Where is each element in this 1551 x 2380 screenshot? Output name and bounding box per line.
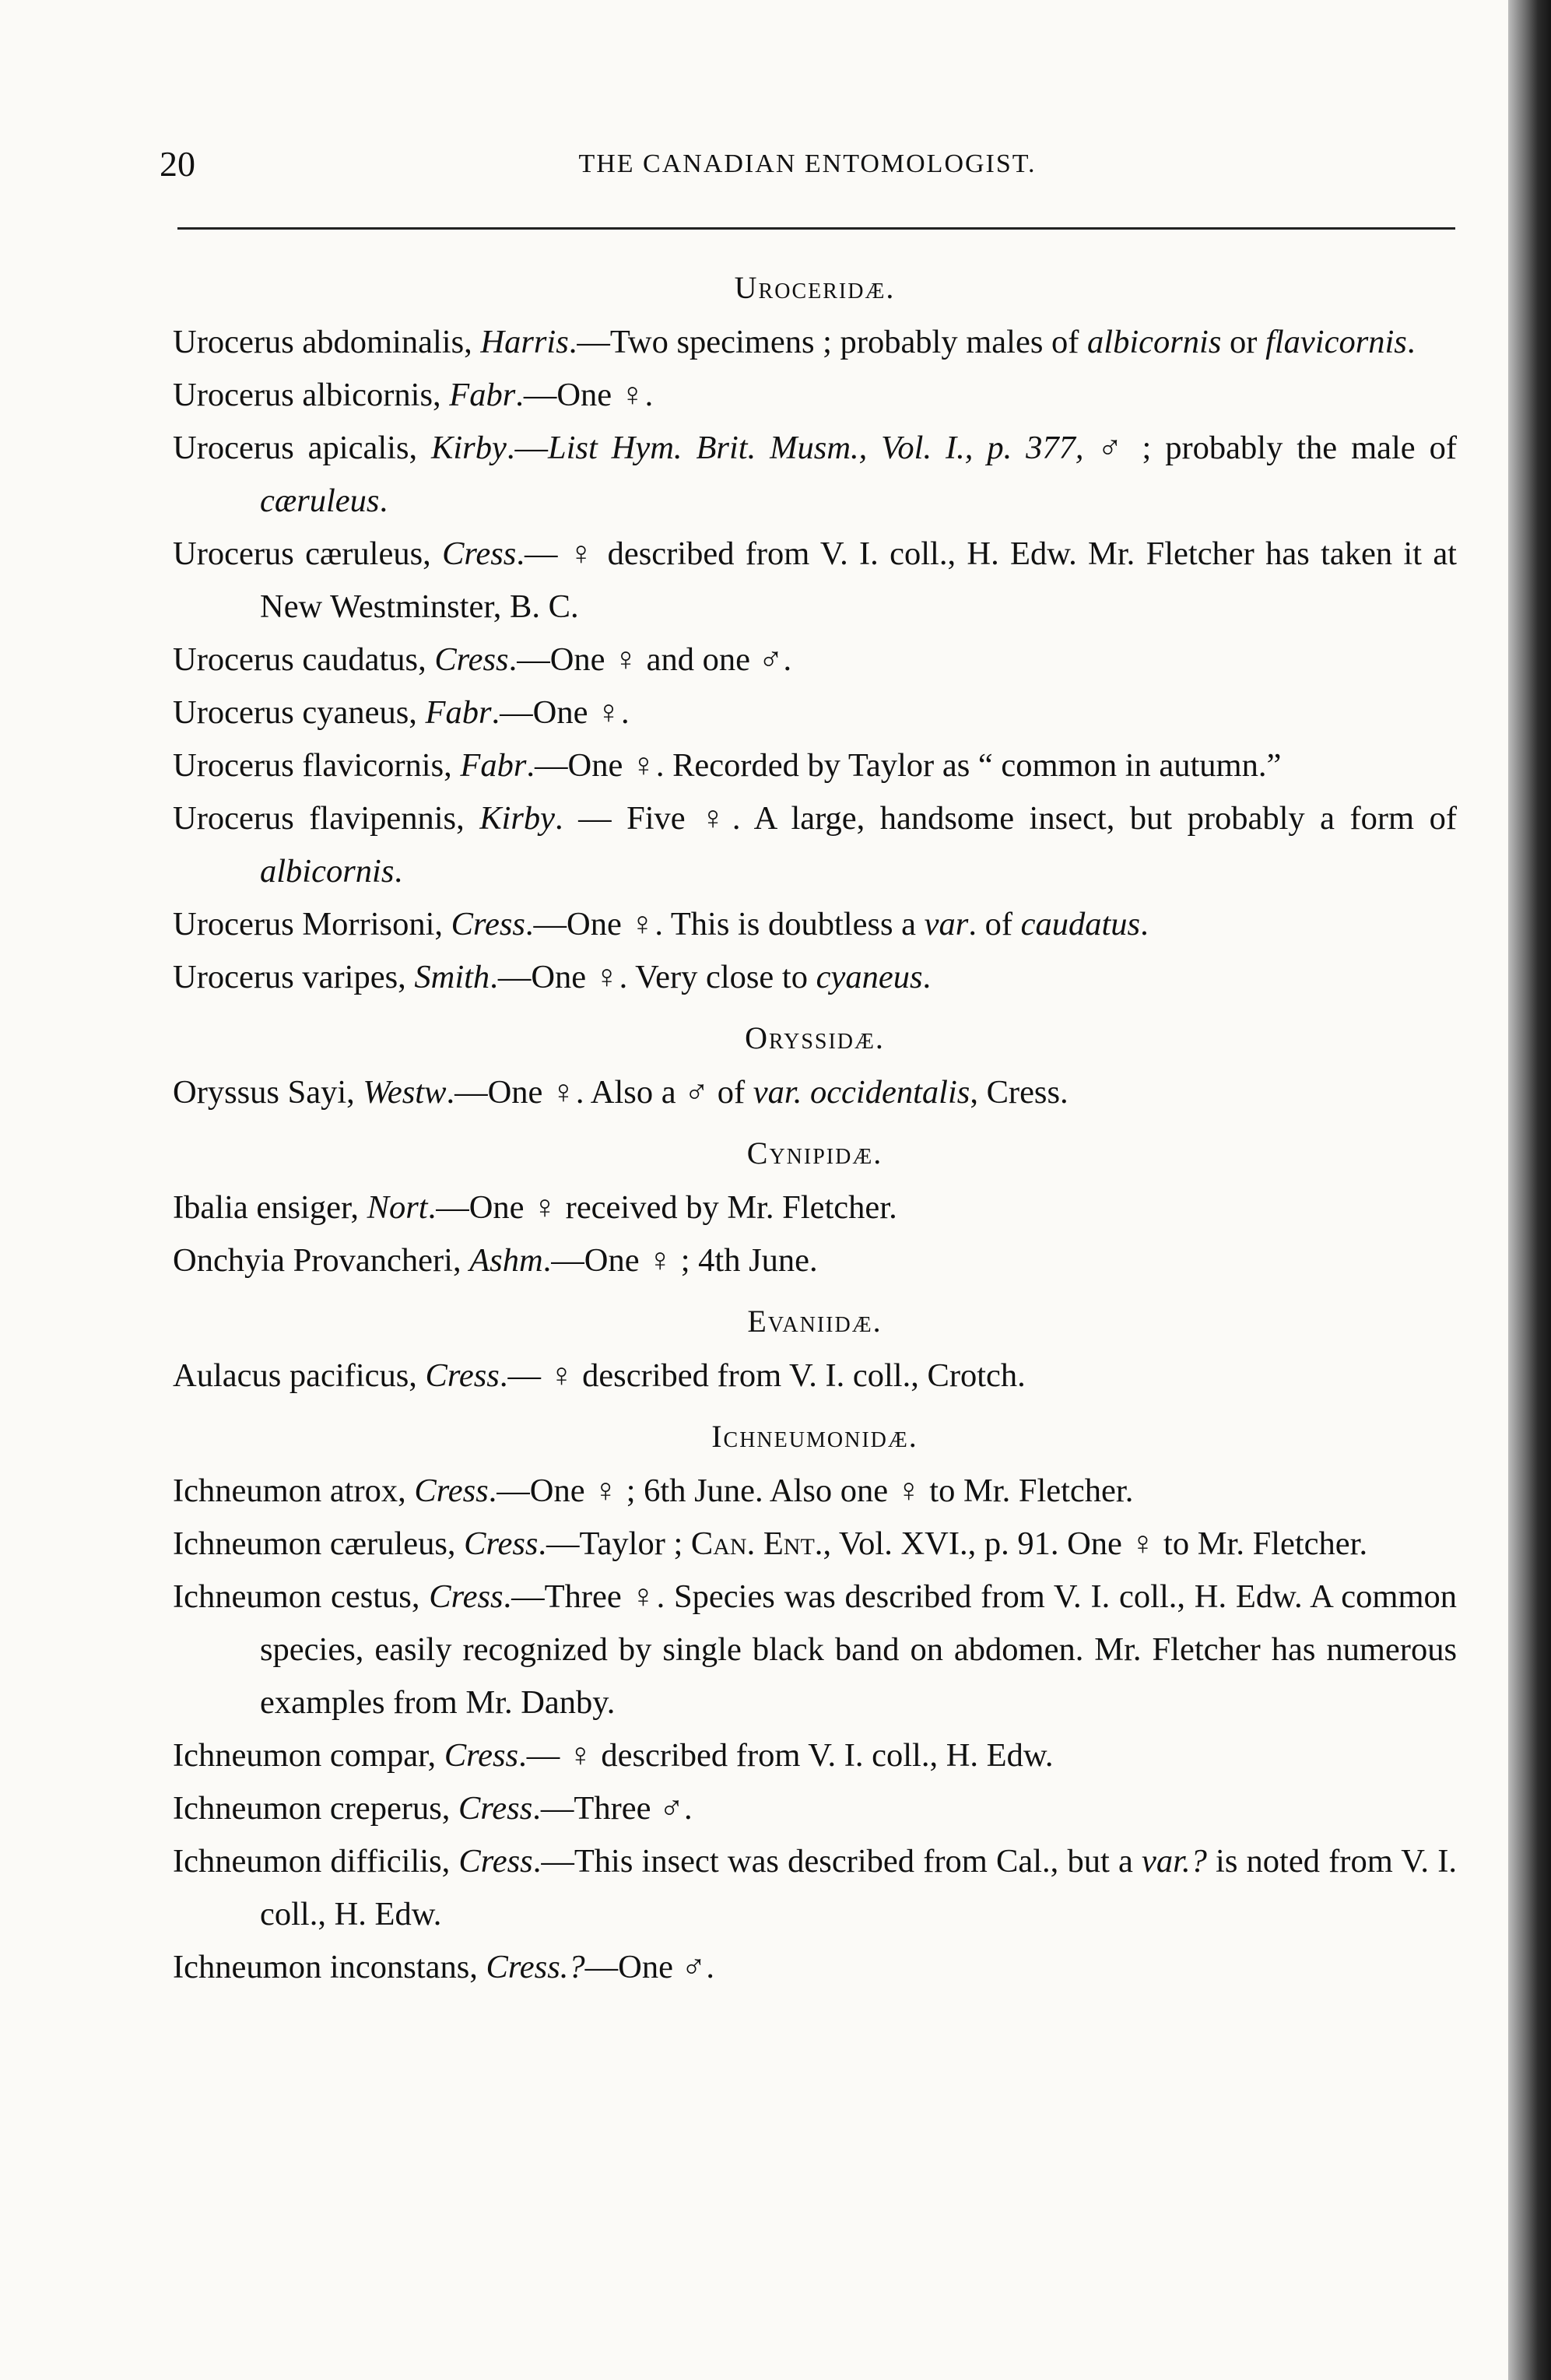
entry-text: —One ♂. (584, 1949, 715, 1985)
entry-text: Ichneumon atrox, (173, 1473, 415, 1509)
species-entry (173, 1181, 1457, 1234)
species-entry (173, 1835, 1457, 1941)
italic-text: Harris (480, 324, 569, 360)
species-entry (173, 528, 1457, 634)
italic-text: Fabr (449, 377, 516, 413)
family-heading: Ichneumonidæ. (711, 1419, 918, 1454)
entry-text: , Cress. (970, 1074, 1069, 1111)
running-title: THE CANADIAN ENTOMOLOGIST. (578, 149, 1037, 178)
entry-text: . (394, 853, 402, 890)
entry-text: is noted from V. I. coll., H. Edw. (260, 1843, 1457, 1932)
entry-text: Ibalia ensiger, (173, 1189, 367, 1226)
entry-text: Urocerus abdominalis, (173, 324, 481, 360)
entry-text: .—Two specimens ; probably males of (568, 324, 1088, 360)
species-entry (173, 792, 1457, 898)
entry-text: .— ♀ described from V. I. coll., Crotch. (499, 1357, 1026, 1394)
family-heading: Cynipidæ. (746, 1136, 883, 1171)
italic-text: caudatus (1020, 906, 1141, 943)
italic-text: Cress (425, 1357, 500, 1394)
italic-text: cyaneus (816, 959, 923, 995)
entry-text: .—One ♀. Very close to (490, 959, 816, 995)
species-entry (173, 369, 1457, 422)
entry-text: Urocerus flavipennis, (173, 800, 480, 837)
scan-shadow (1508, 0, 1551, 2380)
species-entry (173, 1066, 1457, 1119)
entry-text: .—One ♀ ; 6th June. Also one ♀ to Mr. Fletcher. (488, 1473, 1134, 1509)
entry-text: .—One ♀. (515, 377, 654, 413)
species-entry (173, 1234, 1457, 1287)
entry-text: .—One ♀. This is doubtless a (525, 906, 925, 943)
entry-text: Urocerus caudatus, (173, 641, 435, 678)
italic-text: albicornis (1087, 324, 1222, 360)
italic-text: Ashm (469, 1242, 543, 1279)
species-entry (173, 316, 1457, 369)
header-rule (177, 227, 1455, 230)
document-body (173, 254, 1457, 1994)
entry-text: . (379, 483, 388, 519)
entry-text: .—Three ♂. (532, 1790, 693, 1827)
family-heading: Evaniidæ. (747, 1304, 883, 1339)
italic-text: Fabr (425, 694, 492, 731)
entry-text: .—One ♀. Recorded by Taylor as “ common in autumn.” (526, 747, 1282, 784)
italic-text: Westw (363, 1074, 447, 1111)
entry-text: . (1140, 906, 1149, 943)
italic-text: Nort (367, 1189, 428, 1226)
page-header (160, 143, 1455, 190)
entry-text: .—Taylor ; (538, 1525, 691, 1562)
species-entry (173, 634, 1457, 686)
italic-text: Fabr (460, 747, 527, 784)
italic-text: Cress (444, 1737, 519, 1774)
entry-text: Ichneumon inconstans, (173, 1949, 486, 1985)
entry-text: .—One ♀ received by Mr. Fletcher. (427, 1189, 897, 1226)
italic-text: Smith (414, 959, 490, 995)
entry-text: ♂ ; probably the male of (1083, 430, 1457, 466)
italic-text: Cress (434, 641, 509, 678)
species-entry (173, 1571, 1457, 1729)
entry-text: Urocerus albicornis, (173, 377, 450, 413)
italic-text: Cress.? (486, 1949, 585, 1985)
entry-text: Ichneumon cestus, (173, 1578, 430, 1615)
entry-text: Can. Ent. (690, 1525, 823, 1562)
entry-text: Urocerus varipes, (173, 959, 415, 995)
entry-text: Ichneumon compar, (173, 1737, 444, 1774)
entry-text: . (922, 959, 932, 995)
entry-text: .—One ♀ and one ♂. (508, 641, 792, 678)
entry-text: .—One ♀. Also a ♂ of (446, 1074, 753, 1111)
entry-text: or (1221, 324, 1266, 360)
species-entry (173, 1465, 1457, 1518)
entry-text: Ichneumon creperus, (173, 1790, 458, 1827)
species-entry (173, 686, 1457, 739)
entry-text: .—One ♀. (491, 694, 630, 731)
species-entry (173, 1518, 1457, 1571)
species-entry (173, 1729, 1457, 1782)
family-heading: Oryssidæ. (745, 1020, 885, 1055)
italic-text: Cress (458, 1790, 533, 1827)
italic-text: cæruleus (260, 483, 380, 519)
species-entry (173, 422, 1457, 528)
italic-text: var.? (1142, 1843, 1207, 1880)
species-entry (173, 739, 1457, 792)
entry-text: , Vol. XVI., p. 91. One ♀ to Mr. Fletcher. (823, 1525, 1368, 1562)
species-entry (173, 1941, 1457, 1994)
entry-text: Ichneumon difficilis, (173, 1843, 459, 1880)
entry-text: Onchyia Provancheri, (173, 1242, 470, 1279)
entry-text: . — Five ♀. A large, handsome insect, but probably a form of (555, 800, 1457, 837)
entry-text: Ichneumon cæruleus, (173, 1525, 465, 1562)
italic-text: Cress (464, 1525, 539, 1562)
entry-text: .— ♀ described from V. I. coll., H. Edw. (518, 1737, 1054, 1774)
entry-text: .— (506, 430, 548, 466)
italic-text: Cress (429, 1578, 504, 1615)
entry-text: Aulacus pacificus, (173, 1357, 426, 1394)
entry-text: Oryssus Sayi, (173, 1074, 363, 1111)
family-heading: Uroceridæ. (734, 270, 896, 305)
species-entry (173, 898, 1457, 951)
page-number: 20 (160, 144, 195, 184)
entry-text: Urocerus flavicornis, (173, 747, 461, 784)
italic-text: var (924, 906, 969, 943)
italic-text: albicornis (260, 853, 395, 890)
entry-text: . (1406, 324, 1416, 360)
entry-text: .— ♀ described from V. I. coll., H. Edw. Mr. Fletcher has taken it at New Westminster, B. C. (260, 535, 1457, 625)
italic-text: Cress (414, 1473, 489, 1509)
italic-text: Cress (451, 906, 525, 943)
italic-text: var. occidentalis (753, 1074, 970, 1111)
italic-text: Kirby (479, 800, 556, 837)
species-entry (173, 1350, 1457, 1402)
entry-text: . of (968, 906, 1021, 943)
italic-text: Cress (458, 1843, 533, 1880)
entry-text: Urocerus Morrisoni, (173, 906, 451, 943)
species-entry (173, 1782, 1457, 1835)
entry-text: .—One ♀ ; 4th June. (542, 1242, 818, 1279)
italic-text: Kirby (431, 430, 507, 466)
italic-text: List Hym. Brit. Musm., Vol. I., p. 377, (547, 430, 1084, 466)
entry-text: Urocerus apicalis, (173, 430, 432, 466)
italic-text: Cress (442, 535, 517, 572)
entry-text: .—Three ♀. Species was described from V. I. coll., H. Edw. A common species, easily recognized by single black band on abdomen. Mr. Fletcher has numerous examples from Mr. Danby. (260, 1578, 1458, 1721)
entry-text: Urocerus cyaneus, (173, 694, 426, 731)
entry-text: .—This insect was described from Cal., but a (532, 1843, 1142, 1880)
species-entry (173, 951, 1457, 1004)
italic-text: flavicornis (1265, 324, 1407, 360)
entry-text: Urocerus cæruleus, (173, 535, 443, 572)
